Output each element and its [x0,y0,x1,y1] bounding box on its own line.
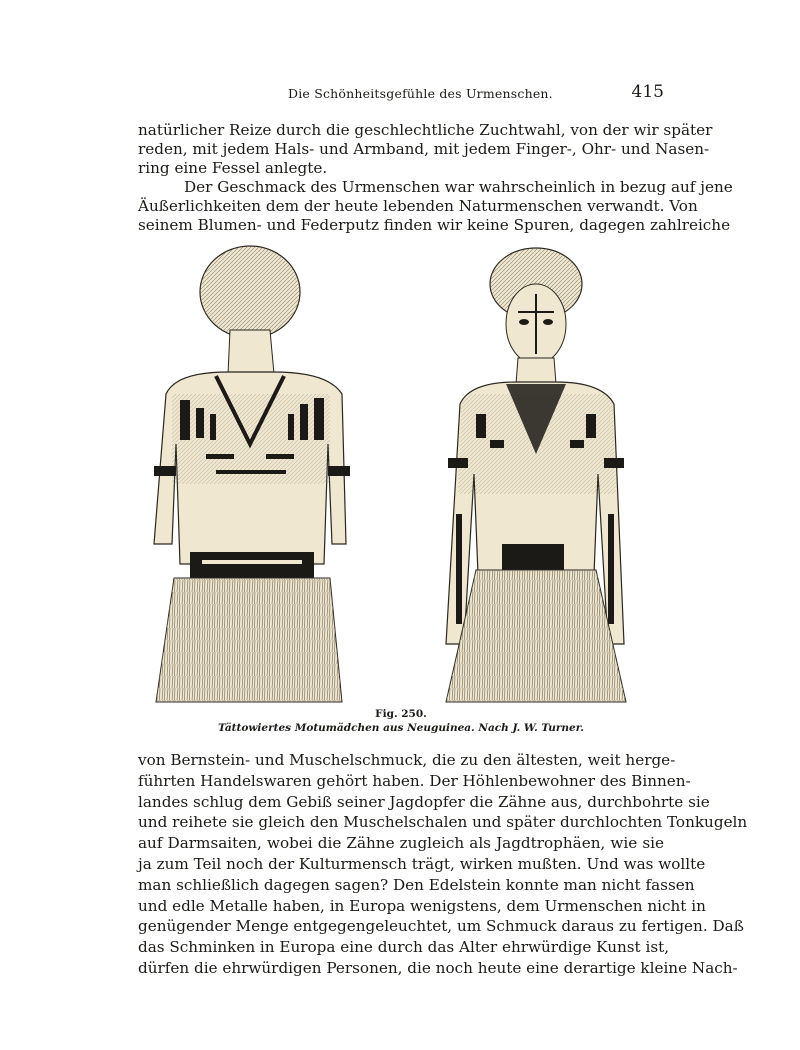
figure-illustration [146,244,654,706]
text-line: Äußerlichkeiten dem der heute lebenden Naturmenschen verwandt. Von [138,197,698,215]
text-line: von Bernstein- und Muschelschmuck, die zu den ältesten, weit herge- [138,751,676,769]
text-line: und edle Metalle haben, in Europa wenigstens, dem Urmenschen nicht in [138,896,706,915]
text-line: Der Geschmack des Urmenschen war wahrscheinlich in bezug auf jene [184,178,733,196]
back-view-figure [154,246,350,702]
text-line: und reihete sie gleich den Muschelschalen und später durchlochten Tonkugeln [138,813,748,832]
text-line: dürfen die ehrwürdigen Personen, die noch heute eine derartige kleine Nach- [138,958,738,977]
text-line: man schließlich dagegen sagen? Den Edelstein konnte man nicht fassen [138,875,695,894]
text-line: das Schminken in Europa eine durch das Alter ehrwürdige Kunst ist, [138,938,670,957]
text-line: natürlicher Reize durch die geschlechtliche Zuchtwahl, von der wir später [138,121,713,139]
text-line: landes schlug dem Gebiß seiner Jagdopfer die Zähne aus, durchbohrte sie [138,792,710,811]
text-line: ja zum Teil noch der Kulturmensch trägt, wirken mußten. Und was wollte [138,854,706,873]
top-paragraph [138,121,733,235]
page-header [138,82,664,106]
text-line: seinem Blumen- und Federputz finden wir keine Spuren, dagegen zahlreiche [138,216,731,234]
page-number: 415 [631,82,664,102]
tattoo-illustration [146,244,654,706]
figure-number: Fig. 250. [375,708,427,720]
front-view-figure [446,248,626,702]
text-line: auf Darmsaiten, wobei die Zähne zugleich als Jagdtrophäen, wie sie [138,834,664,853]
figure-caption: Tättowiertes Motumädchen aus Neuguinea. Nach J. W. Turner. [218,722,584,734]
text-line: genügender Menge entgegengeleuchtet, um Schmuck daraus zu fertigen. Daß [138,917,744,936]
text-line: führten Handelswaren gehört haben. Der Höhlenbewohner des Binnen- [138,771,691,790]
running-title: Die Schönheitsgefühle des Urmenschen. [288,86,553,101]
text-line: ring eine Fessel anlegte. [138,159,328,177]
bottom-paragraph [138,750,748,979]
text-line: reden, mit jedem Hals- und Armband, mit jedem Finger-, Ohr- und Nasen- [138,140,710,158]
